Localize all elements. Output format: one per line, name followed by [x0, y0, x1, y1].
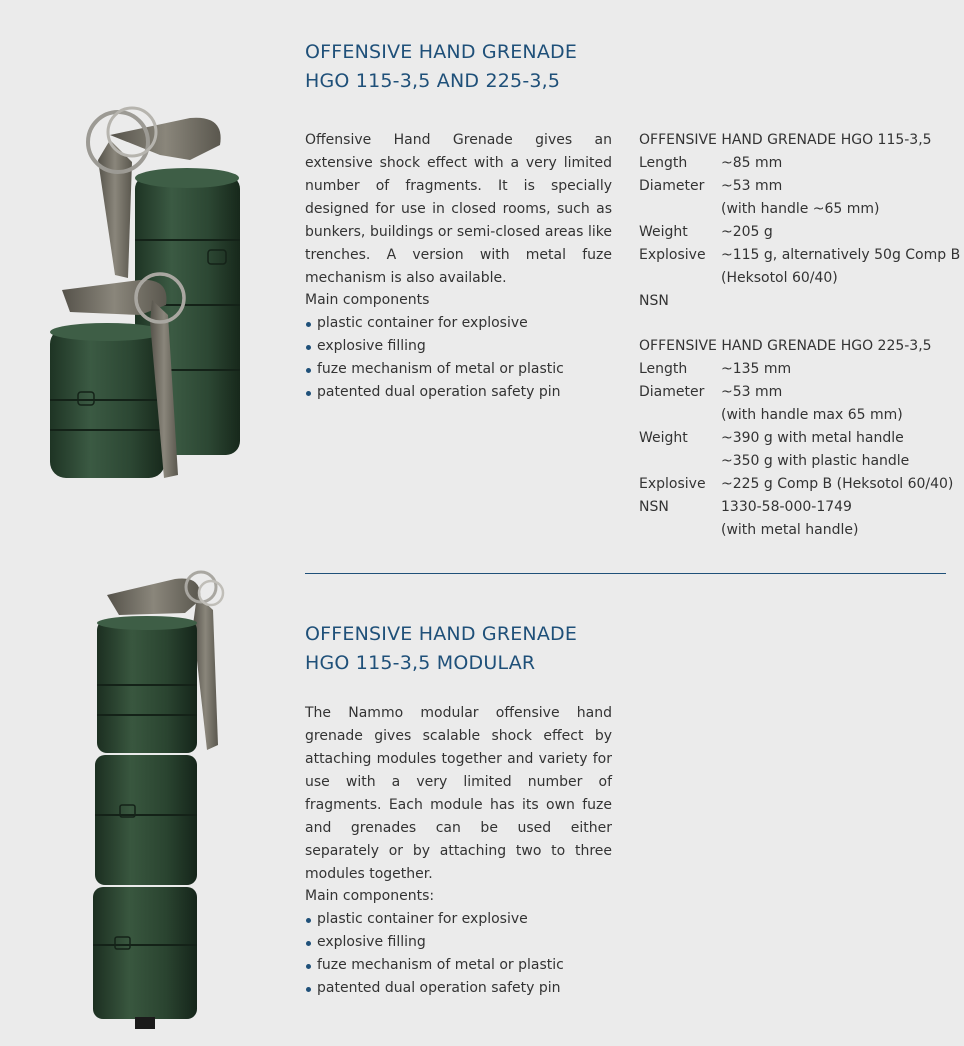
spec-value: ~85 mm [721, 155, 783, 171]
spec-row-nsn [639, 496, 959, 519]
spec-row-length [639, 358, 959, 381]
spec-label: NSN [639, 293, 669, 309]
list-item: plastic container for explosive [305, 312, 564, 335]
spec-value: ~390 g with metal handle [721, 430, 904, 446]
modular-grenade-image [85, 565, 235, 1035]
spec-label: Weight [639, 224, 688, 240]
section2-title [305, 620, 577, 678]
spec-label: Length [639, 361, 688, 377]
spec-row-explosive-note [639, 267, 959, 290]
spec-row-diameter [639, 175, 959, 198]
spec-label: Length [639, 155, 688, 171]
spec-value: ~115 g, alternatively 50g Comp B [721, 247, 961, 263]
list-item: fuze mechanism of metal or plastic [305, 954, 564, 977]
spec-table-hgo-225 [639, 335, 959, 542]
section1-title-line2: HGO 115-3,5 AND 225-3,5 [305, 70, 561, 92]
spec-value: ~53 mm [721, 178, 783, 194]
section2-title-line1: OFFENSIVE HAND GRENADE [305, 623, 578, 645]
spec-value: ~205 g [721, 224, 773, 240]
spec-row-explosive [639, 473, 959, 496]
module-middle [95, 755, 197, 885]
spec-label: Diameter [639, 384, 705, 400]
spec-row-weight [639, 427, 959, 450]
list-item: explosive filling [305, 335, 564, 358]
section2-title-line2: HGO 115-3,5 MODULAR [305, 652, 536, 674]
spec-row-nsn-note [639, 519, 959, 542]
short-grenade [50, 274, 184, 478]
spec-label: NSN [639, 499, 669, 515]
spec-row-weight [639, 221, 959, 244]
module-bottom [93, 887, 197, 1029]
spec-table-hgo-115 [639, 129, 959, 313]
spec-value: ~350 g with plastic handle [721, 453, 910, 469]
spec-row-diameter-note [639, 198, 959, 221]
spec-value: (with handle max 65 mm) [721, 407, 903, 423]
section1-title [305, 38, 577, 96]
spec-label: Weight [639, 430, 688, 446]
list-item: patented dual operation safety pin [305, 381, 564, 404]
spec-value: ~135 mm [721, 361, 792, 377]
list-item: plastic container for explosive [305, 908, 564, 931]
spec-row-diameter-note [639, 404, 959, 427]
spec-value: (with handle ~65 mm) [721, 201, 880, 217]
section2-components-heading: Main components: [305, 888, 435, 904]
spec-row-nsn [639, 290, 959, 313]
section1-components-list [305, 312, 564, 404]
spec-row-explosive [639, 244, 959, 267]
section1-description: Offensive Hand Grenade gives an extensive shock effect with a very limited number of fragments. It is specially designed for use in closed rooms, such as bunkers, buildings or semi-closed areas like trenches. A version with metal fuze mechanism is also available. [305, 132, 612, 286]
spec-label: Diameter [639, 178, 705, 194]
section-divider [305, 573, 946, 574]
spec-value: (with metal handle) [721, 522, 859, 538]
section1-title-line1: OFFENSIVE HAND GRENADE [305, 41, 578, 63]
section2-description: The Nammo modular offensive hand grenade gives scalable shock effect by attaching modules together and variety for use with a very limited number of fragments. Each module has its own fuze and grenades can be used either separately or by attaching two to three modules together. [305, 705, 612, 882]
list-item: fuze mechanism of metal or plastic [305, 358, 564, 381]
module-top [97, 616, 197, 753]
list-item: explosive filling [305, 931, 564, 954]
section1-components-heading: Main components [305, 292, 430, 308]
spec-heading: OFFENSIVE HAND GRENADE HGO 225-3,5 [639, 338, 932, 354]
grenade-pair-image [40, 100, 260, 485]
spec-row-weight-note [639, 450, 959, 473]
section2-components-list [305, 908, 564, 1000]
spec-value: (Heksotol 60/40) [721, 270, 838, 286]
spec-row-diameter [639, 381, 959, 404]
spec-value: ~225 g Comp B (Heksotol 60/40) [721, 476, 954, 492]
spec-value: ~53 mm [721, 384, 783, 400]
spec-value: 1330-58-000-1749 [721, 499, 852, 515]
spec-label: Explosive [639, 247, 706, 263]
spec-heading: OFFENSIVE HAND GRENADE HGO 115-3,5 [639, 132, 932, 148]
spec-row-length [639, 152, 959, 175]
spec-label: Explosive [639, 476, 706, 492]
list-item: patented dual operation safety pin [305, 977, 564, 1000]
